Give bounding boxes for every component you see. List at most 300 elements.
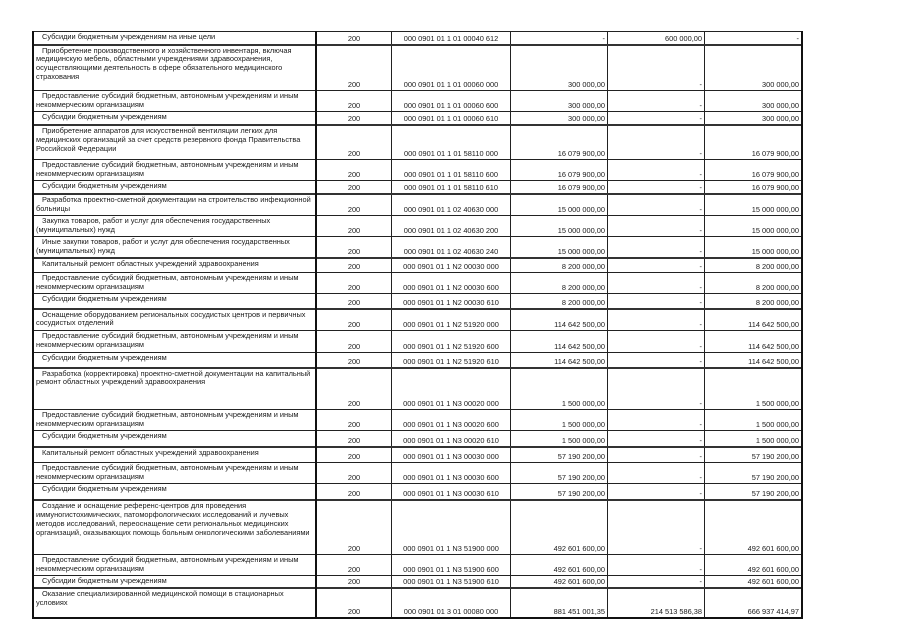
unexecuted-amount-text: 8 200 000,00 [755,297,799,307]
approved-amount-text: 16 079 900,00 [557,148,605,158]
expense-name-text: Оснащение оборудованием региональных сосудистых центров и первичных сосудистых отделений [36,309,306,328]
line-code-cell [316,353,392,368]
expense-name-text: Разработка проектно-сметной документации на строительство инфекционной больницы [36,195,311,214]
unexecuted-amount-text: 114 642 500,00 [748,342,799,352]
budget-classification-code-text: 000 0901 01 1 N3 00020 610 [403,435,499,445]
expense-name-text: Субсидии бюджетным учреждениям [42,111,167,121]
budget-classification-code-text: 000 0901 01 3 01 00080 000 [403,607,499,617]
executed-amount-text: - [699,543,702,553]
table-row [33,194,802,215]
line-code-text: 200 [347,577,361,587]
budget-classification-code-text: 000 0901 01 1 01 00060 610 [403,114,499,124]
approved-amount-text: 1 500 000,00 [561,399,605,409]
budget-classification-code-text: 000 0901 01 1 N3 51900 610 [403,577,499,587]
table-row [33,309,802,331]
budget-classification-code-text: 000 0901 01 1 02 40630 000 [403,205,499,215]
expense-name-text: Закупка товаров, работ и услуг для обеспечения государственных (муниципальных) нужд [36,215,271,234]
budget-classification-code-cell [392,294,511,309]
approved-amount-cell [511,273,608,294]
budget-classification-code-text: 000 0901 01 1 N2 00030 000 [403,262,499,272]
line-code-text: 200 [347,114,361,124]
approved-amount-text: 114 642 500,00 [554,342,605,352]
budget-classification-code-text: 000 0901 01 1 N2 00030 600 [403,283,499,293]
unexecuted-amount-text: 300 000,00 [762,80,799,90]
approved-amount-text: 57 190 200,00 [557,452,605,462]
unexecuted-amount-cell [705,45,803,91]
approved-amount-text: 300 000,00 [568,100,605,110]
executed-amount-text: - [699,399,702,409]
unexecuted-amount-text: 15 000 000,00 [751,205,799,215]
approved-amount-text: - [602,33,605,43]
approved-amount-text: 15 000 000,00 [557,205,605,215]
approved-amount-text: 16 079 900,00 [557,169,605,179]
approved-amount-cell [511,309,608,331]
budget-classification-code-text: 000 0901 01 1 N3 00020 000 [403,399,499,409]
expense-name-cell [33,483,316,500]
unexecuted-amount-cell [705,500,803,554]
executed-amount-cell [608,258,705,273]
expense-name-cell [33,447,316,463]
executed-amount-cell [608,215,705,236]
approved-amount-cell [511,431,608,447]
expense-name-text: Субсидии бюджетным учреждениям [42,431,167,441]
executed-amount-text: - [699,342,702,352]
unexecuted-amount-text: 114 642 500,00 [748,356,799,366]
expense-name-text: Капитальный ремонт областных учреждений здравоохранения [42,447,259,457]
unexecuted-amount-cell [705,294,803,309]
line-code-cell [316,575,392,588]
expense-name-cell [33,309,316,331]
approved-amount-text: 114 642 500,00 [554,320,605,330]
unexecuted-amount-text: 57 190 200,00 [751,472,799,482]
line-code-cell [316,554,392,575]
expense-name-cell [33,368,316,410]
executed-amount-cell [608,368,705,410]
line-code-text: 200 [347,225,361,235]
expense-name-cell [33,91,316,112]
approved-amount-text: 8 200 000,00 [561,262,605,272]
unexecuted-amount-text: 8 200 000,00 [755,262,799,272]
executed-amount-text: - [699,100,702,110]
line-code-text: 200 [347,205,361,215]
executed-amount-text: - [699,420,702,430]
table-row [33,236,802,257]
approved-amount-text: 492 601 600,00 [553,577,605,587]
expense-name-cell [33,588,316,618]
unexecuted-amount-text: 300 000,00 [762,100,799,110]
expense-name-text: Предоставление субсидий бюджетным, автономным учреждениям и иным некоммерческим организациям [36,159,299,178]
budget-classification-code-text: 000 0901 01 1 01 58110 000 [404,148,498,158]
expense-name-text: Предоставление субсидий бюджетным, автономным учреждениям и иным некоммерческим организациям [36,91,299,109]
expense-name-cell [33,194,316,215]
executed-amount-cell [608,45,705,91]
executed-amount-cell [608,410,705,431]
unexecuted-amount-cell [705,483,803,500]
approved-amount-text: 881 451 001,35 [553,607,605,617]
approved-amount-cell [511,447,608,463]
budget-classification-code-cell [392,309,511,331]
executed-amount-cell [608,125,705,159]
executed-amount-text: - [699,564,702,574]
unexecuted-amount-text: 15 000 000,00 [751,225,799,235]
line-code-cell [316,125,392,159]
executed-amount-cell [608,180,705,194]
table-row [33,111,802,125]
budget-classification-code-cell [392,32,511,45]
unexecuted-amount-text: 16 079 900,00 [751,148,799,158]
approved-amount-text: 16 079 900,00 [557,183,605,193]
approved-amount-cell [511,236,608,257]
line-code-text: 200 [347,356,361,366]
unexecuted-amount-text: - [796,33,799,43]
budget-classification-code-cell [392,554,511,575]
line-code-text: 200 [347,472,361,482]
executed-amount-cell [608,32,705,45]
budget-classification-code-text: 000 0901 01 1 N3 00030 610 [403,489,499,499]
line-code-text: 200 [347,262,361,272]
line-code-text: 200 [347,246,361,256]
expense-name-cell [33,331,316,353]
budget-classification-code-cell [392,194,511,215]
executed-amount-text: - [699,297,702,307]
line-code-cell [316,309,392,331]
budget-classification-code-text: 000 0901 01 1 N3 51900 000 [403,543,499,553]
line-code-cell [316,273,392,294]
executed-amount-cell [608,447,705,463]
line-code-text: 200 [347,607,361,617]
executed-amount-cell [608,483,705,500]
approved-amount-text: 492 601 600,00 [553,543,605,553]
unexecuted-amount-cell [705,575,803,588]
table-row [33,483,802,500]
unexecuted-amount-cell [705,554,803,575]
approved-amount-cell [511,180,608,194]
expense-name-cell [33,431,316,447]
line-code-cell [316,588,392,618]
executed-amount-cell [608,463,705,484]
executed-amount-text: - [699,356,702,366]
unexecuted-amount-cell [705,32,803,45]
budget-classification-code-cell [392,273,511,294]
expense-name-cell [33,215,316,236]
expense-name-cell [33,575,316,588]
budget-classification-code-text: 000 0901 01 1 N3 51900 600 [403,564,499,574]
table-row [33,91,802,112]
line-code-cell [316,91,392,112]
approved-amount-cell [511,463,608,484]
line-code-text: 200 [347,564,361,574]
budget-classification-code-cell [392,483,511,500]
approved-amount-cell [511,353,608,368]
approved-amount-cell [511,194,608,215]
approved-amount-cell [511,368,608,410]
approved-amount-cell [511,215,608,236]
table-row [33,32,802,45]
approved-amount-cell [511,554,608,575]
budget-classification-code-text: 000 0901 01 1 01 00060 000 [403,80,499,90]
executed-amount-cell [608,353,705,368]
executed-amount-cell [608,111,705,125]
executed-amount-cell [608,575,705,588]
table-row [33,159,802,180]
unexecuted-amount-text: 1 500 000,00 [755,435,799,445]
table-row [33,500,802,554]
unexecuted-amount-text: 114 642 500,00 [748,320,799,330]
executed-amount-cell [608,294,705,309]
line-code-cell [316,500,392,554]
budget-classification-code-cell [392,111,511,125]
approved-amount-text: 15 000 000,00 [557,225,605,235]
unexecuted-amount-text: 57 190 200,00 [751,452,799,462]
approved-amount-text: 57 190 200,00 [557,489,605,499]
approved-amount-text: 1 500 000,00 [561,420,605,430]
unexecuted-amount-cell [705,309,803,331]
budget-classification-code-cell [392,447,511,463]
line-code-cell [316,194,392,215]
table-row [33,431,802,447]
table-row [33,463,802,484]
unexecuted-amount-cell [705,111,803,125]
table-row [33,353,802,368]
line-code-cell [316,180,392,194]
unexecuted-amount-cell [705,180,803,194]
expense-name-cell [33,500,316,554]
budget-classification-code-text: 000 0901 01 1 N2 00030 610 [403,297,499,307]
expense-name-cell [33,294,316,309]
line-code-cell [316,258,392,273]
budget-classification-code-text: 000 0901 01 1 N3 00030 600 [403,472,499,482]
budget-table-body [33,32,802,619]
line-code-text: 200 [347,489,361,499]
line-code-cell [316,431,392,447]
table-row [33,410,802,431]
executed-amount-cell [608,91,705,112]
approved-amount-cell [511,111,608,125]
executed-amount-cell [608,309,705,331]
unexecuted-amount-cell [705,236,803,257]
budget-classification-code-text: 000 0901 01 1 N2 51920 610 [403,356,499,366]
budget-classification-code-cell [392,331,511,353]
budget-classification-code-text: 000 0901 01 1 N2 51920 600 [403,342,499,352]
unexecuted-amount-text: 15 000 000,00 [751,246,799,256]
table-row [33,215,802,236]
expense-name-cell [33,111,316,125]
line-code-text: 200 [347,80,361,90]
approved-amount-cell [511,500,608,554]
unexecuted-amount-cell [705,431,803,447]
approved-amount-cell [511,410,608,431]
executed-amount-text: - [699,246,702,256]
unexecuted-amount-text: 492 601 600,00 [747,577,799,587]
line-code-cell [316,236,392,257]
executed-amount-cell [608,554,705,575]
budget-classification-code-cell [392,45,511,91]
approved-amount-cell [511,258,608,273]
unexecuted-amount-cell [705,125,803,159]
approved-amount-text: 8 200 000,00 [561,297,605,307]
executed-amount-cell [608,159,705,180]
unexecuted-amount-cell [705,194,803,215]
expense-name-text: Приобретение производственного и хозяйственного инвентаря, включая медицинскую мебель, областными учреждениями здравоохранения, осуществляющими деятельность в сфере обязательного медицинского страхования [36,45,292,82]
executed-amount-text: - [699,435,702,445]
unexecuted-amount-cell [705,410,803,431]
executed-amount-text: - [699,283,702,293]
approved-amount-cell [511,91,608,112]
unexecuted-amount-cell [705,215,803,236]
budget-classification-code-cell [392,125,511,159]
unexecuted-amount-text: 16 079 900,00 [751,183,799,193]
expense-name-cell [33,180,316,194]
executed-amount-cell [608,431,705,447]
approved-amount-cell [511,483,608,500]
budget-classification-code-cell [392,180,511,194]
budget-classification-code-cell [392,215,511,236]
expense-name-text: Предоставление субсидий бюджетным, автономным учреждениям и иным некоммерческим организациям [36,331,299,349]
unexecuted-amount-cell [705,258,803,273]
budget-classification-code-cell [392,588,511,618]
expense-name-cell [33,32,316,45]
table-row [33,294,802,309]
line-code-cell [316,483,392,500]
budget-classification-code-cell [392,353,511,368]
expense-name-cell [33,125,316,159]
budget-classification-code-text: 000 0901 01 1 01 58110 600 [404,169,498,179]
budget-classification-code-cell [392,463,511,484]
unexecuted-amount-text: 8 200 000,00 [755,283,799,293]
unexecuted-amount-text: 57 190 200,00 [751,489,799,499]
executed-amount-text: - [699,80,702,90]
expense-name-text: Предоставление субсидий бюджетным, автономным учреждениям и иным некоммерческим организациям [36,410,299,428]
line-code-text: 200 [347,33,361,43]
budget-classification-code-text: 000 0901 01 1 01 00060 600 [403,100,499,110]
approved-amount-cell [511,45,608,91]
expense-name-cell [33,353,316,368]
unexecuted-amount-text: 1 500 000,00 [755,420,799,430]
line-code-text: 200 [347,183,361,193]
executed-amount-text: - [699,489,702,499]
expense-name-text: Предоставление субсидий бюджетным, автономным учреждениям и иным некоммерческим организациям [36,554,299,573]
line-code-cell [316,331,392,353]
budget-classification-code-cell [392,431,511,447]
unexecuted-amount-cell [705,159,803,180]
expense-name-text: Субсидии бюджетным учреждениям на иные цели [42,32,216,41]
line-code-text: 200 [347,283,361,293]
line-code-text: 200 [347,320,361,330]
line-code-text: 200 [347,435,361,445]
approved-amount-cell [511,32,608,45]
expense-name-text: Предоставление субсидий бюджетным, автономным учреждениям и иным некоммерческим организациям [36,273,299,291]
executed-amount-text: - [699,262,702,272]
expense-name-text: Субсидии бюджетным учреждениям [42,483,167,493]
expense-name-cell [33,258,316,273]
line-code-cell [316,410,392,431]
budget-classification-code-cell [392,236,511,257]
table-row [33,554,802,575]
expense-name-text: Создание и оснащение референс-центров для проведения иммуногистохимических, патоморфологических исследований и лучевых методов исследований, переоснащение сети региональных медицинских организаций, оказывающих помощь больным онкологическими заболеваниями [36,501,310,538]
line-code-cell [316,368,392,410]
executed-amount-text: - [699,320,702,330]
executed-amount-text: - [699,114,702,124]
unexecuted-amount-text: 666 937 414,97 [747,607,799,617]
approved-amount-text: 1 500 000,00 [561,435,605,445]
executed-amount-text: 600 000,00 [665,33,702,43]
executed-amount-text: - [699,452,702,462]
table-row [33,45,802,91]
executed-amount-text: - [699,577,702,587]
line-code-cell [316,294,392,309]
expense-name-cell [33,554,316,575]
budget-classification-code-text: 000 0901 01 1 N3 00020 600 [403,420,499,430]
expense-name-text: Субсидии бюджетным учреждениям [42,353,167,363]
approved-amount-text: 15 000 000,00 [557,246,605,256]
budget-classification-code-cell [392,91,511,112]
unexecuted-amount-cell [705,331,803,353]
budget-classification-code-cell [392,410,511,431]
budget-classification-code-text: 000 0901 01 1 N2 51920 000 [403,320,499,330]
executed-amount-cell [608,236,705,257]
expense-name-text: Предоставление субсидий бюджетным, автономным учреждениям и иным некоммерческим организациям [36,463,299,481]
expense-name-text: Субсидии бюджетным учреждениям [42,294,167,304]
budget-classification-code-cell [392,575,511,588]
line-code-text: 200 [347,420,361,430]
expense-name-cell [33,236,316,257]
budget-classification-code-cell [392,500,511,554]
line-code-text: 200 [347,297,361,307]
unexecuted-amount-cell [705,273,803,294]
unexecuted-amount-text: 1 500 000,00 [755,399,799,409]
table-row [33,447,802,463]
unexecuted-amount-cell [705,463,803,484]
budget-classification-code-text: 000 0901 01 1 02 40630 200 [403,225,499,235]
line-code-cell [316,159,392,180]
table-row [33,258,802,273]
line-code-text: 200 [347,342,361,352]
table-row [33,180,802,194]
table-row [33,331,802,353]
unexecuted-amount-text: 16 079 900,00 [751,169,799,179]
budget-classification-code-cell [392,368,511,410]
approved-amount-text: 492 601 600,00 [553,564,605,574]
budget-classification-code-text: 000 0901 01 1 01 58110 610 [404,183,498,193]
unexecuted-amount-text: 300 000,00 [762,114,799,124]
line-code-text: 200 [347,543,361,553]
line-code-cell [316,463,392,484]
budget-classification-code-text: 000 0901 01 1 02 40630 240 [403,246,499,256]
approved-amount-text: 300 000,00 [568,114,605,124]
executed-amount-text: - [699,169,702,179]
line-code-text: 200 [347,169,361,179]
expense-name-cell [33,45,316,91]
executed-amount-text: - [699,205,702,215]
unexecuted-amount-cell [705,368,803,410]
approved-amount-text: 57 190 200,00 [557,472,605,482]
expense-name-text: Разработка (корректировка) проектно-сметной документации на капитальный ремонт областных учреждений здравоохранения [36,368,311,387]
budget-classification-code-text: 000 0901 01 1 01 00040 612 [403,33,499,43]
approved-amount-cell [511,125,608,159]
unexecuted-amount-text: 492 601 600,00 [747,543,799,553]
line-code-cell [316,215,392,236]
executed-amount-text: - [699,472,702,482]
budget-classification-code-cell [392,258,511,273]
expense-name-text: Приобретение аппаратов для искусственной вентиляции легких для медицинских организаций за счет средств резервного фонда Правительства Российской Федерации [36,126,301,154]
executed-amount-cell [608,194,705,215]
executed-amount-text: - [699,225,702,235]
approved-amount-text: 300 000,00 [568,80,605,90]
approved-amount-cell [511,588,608,618]
expense-name-text: Иные закупки товаров, работ и услуг для обеспечения государственных (муниципальных) нужд [36,236,290,255]
approved-amount-cell [511,575,608,588]
executed-amount-cell [608,273,705,294]
